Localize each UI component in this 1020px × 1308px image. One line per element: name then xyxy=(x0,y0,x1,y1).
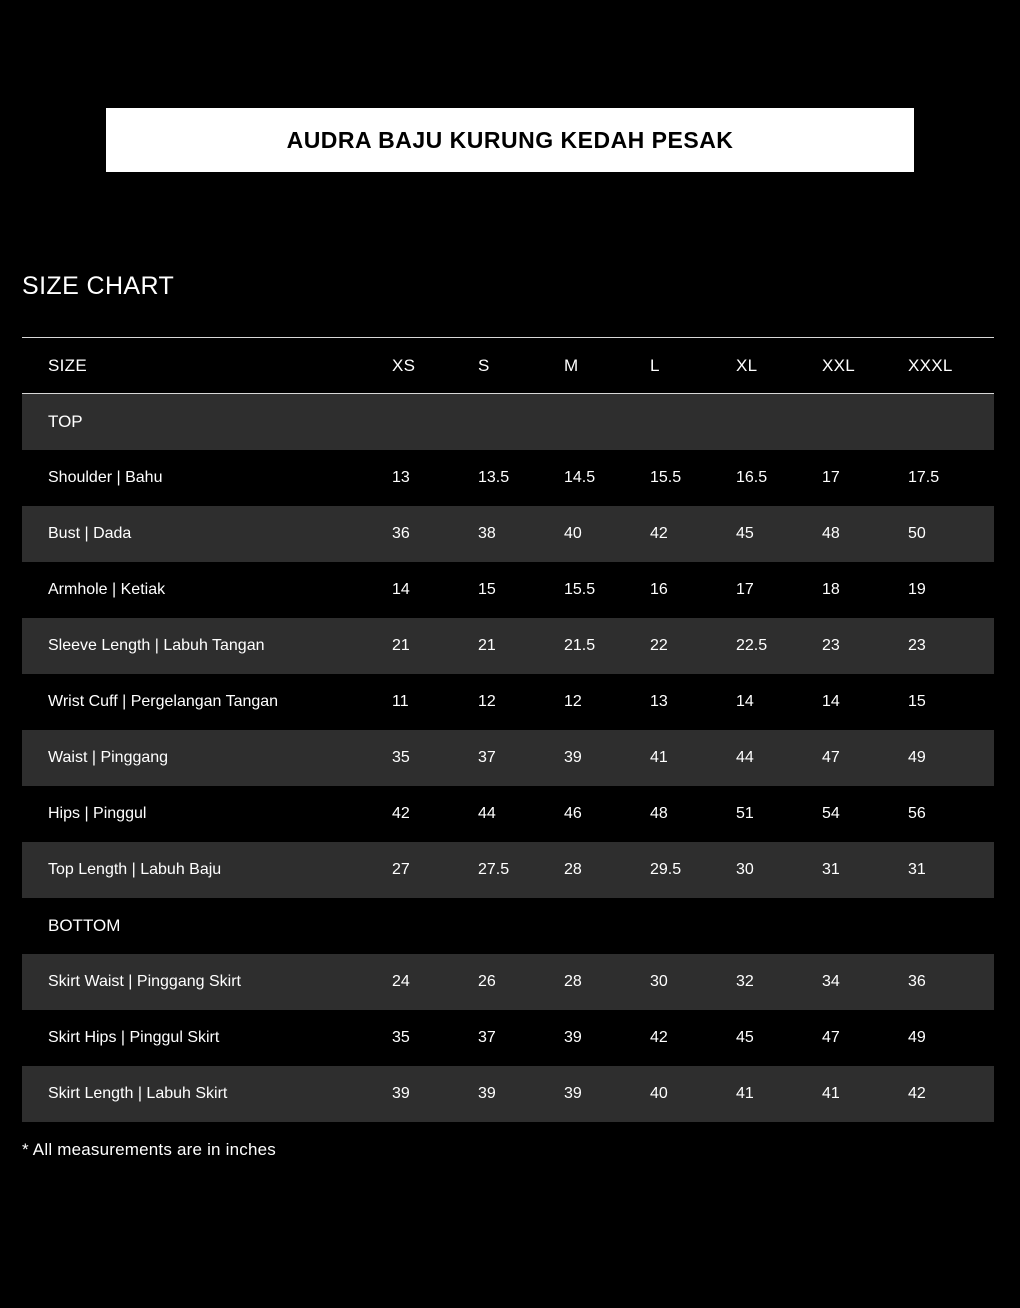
measurement-value: 11 xyxy=(392,674,478,730)
measurement-value: 13.5 xyxy=(478,450,564,506)
section-heading: SIZE CHART xyxy=(22,272,175,300)
measurement-value: 42 xyxy=(650,506,736,562)
measurement-value: 46 xyxy=(564,786,650,842)
measurement-value: 28 xyxy=(564,954,650,1010)
product-title: AUDRA BAJU KURUNG KEDAH PESAK xyxy=(286,126,734,153)
group-spacer-cell xyxy=(908,394,994,450)
measurement-value: 42 xyxy=(650,1010,736,1066)
measurement-value: 17 xyxy=(736,562,822,618)
measurement-value: 39 xyxy=(564,730,650,786)
measurement-value: 16 xyxy=(650,562,736,618)
measurement-value: 13 xyxy=(392,450,478,506)
column-header-xl: XL xyxy=(736,338,822,394)
measurement-value: 49 xyxy=(908,1010,994,1066)
measurement-value: 45 xyxy=(736,1010,822,1066)
measurement-value: 28 xyxy=(564,842,650,898)
column-header-l: L xyxy=(650,338,736,394)
table-row xyxy=(22,562,994,618)
measurement-value: 32 xyxy=(736,954,822,1010)
table-row xyxy=(22,1010,994,1066)
measurement-value: 34 xyxy=(822,954,908,1010)
measurement-label: Wrist Cuff | Pergelangan Tangan xyxy=(22,674,392,730)
measurement-value: 41 xyxy=(822,1066,908,1122)
measurement-label: Skirt Waist | Pinggang Skirt xyxy=(22,954,392,1010)
measurement-value: 30 xyxy=(650,954,736,1010)
table-group-row xyxy=(22,394,994,450)
measurement-value: 12 xyxy=(478,674,564,730)
group-spacer-cell xyxy=(822,394,908,450)
measurement-label: Sleeve Length | Labuh Tangan xyxy=(22,618,392,674)
table-row xyxy=(22,506,994,562)
measurement-value: 17.5 xyxy=(908,450,994,506)
measurement-value: 48 xyxy=(650,786,736,842)
measurement-value: 35 xyxy=(392,730,478,786)
measurement-label: Skirt Hips | Pinggul Skirt xyxy=(22,1010,392,1066)
column-header-xxl: XXL xyxy=(822,338,908,394)
measurement-value: 14 xyxy=(822,674,908,730)
measurement-label: Top Length | Labuh Baju xyxy=(22,842,392,898)
measurement-value: 29.5 xyxy=(650,842,736,898)
measurement-value: 54 xyxy=(822,786,908,842)
measurement-value: 14.5 xyxy=(564,450,650,506)
measurement-value: 12 xyxy=(564,674,650,730)
measurement-value: 27 xyxy=(392,842,478,898)
measurement-value: 40 xyxy=(650,1066,736,1122)
size-chart-table-body xyxy=(22,338,994,1122)
measurement-value: 41 xyxy=(736,1066,822,1122)
measurement-value: 39 xyxy=(478,1066,564,1122)
measurement-value: 42 xyxy=(392,786,478,842)
measurement-value: 15 xyxy=(908,674,994,730)
measurement-footnote: * All measurements are in inches xyxy=(22,1140,276,1159)
table-row xyxy=(22,730,994,786)
measurement-value: 23 xyxy=(822,618,908,674)
table-group-row xyxy=(22,898,994,954)
measurement-label: Bust | Dada xyxy=(22,506,392,562)
measurement-value: 26 xyxy=(478,954,564,1010)
measurement-value: 27.5 xyxy=(478,842,564,898)
measurement-value: 50 xyxy=(908,506,994,562)
group-spacer-cell xyxy=(478,898,564,954)
measurement-value: 35 xyxy=(392,1010,478,1066)
measurement-value: 15.5 xyxy=(650,450,736,506)
column-header-size: SIZE xyxy=(22,338,392,394)
group-spacer-cell xyxy=(650,898,736,954)
measurement-value: 40 xyxy=(564,506,650,562)
column-header-s: S xyxy=(478,338,564,394)
title-banner xyxy=(106,108,914,172)
measurement-value: 18 xyxy=(822,562,908,618)
table-row xyxy=(22,842,994,898)
measurement-value: 49 xyxy=(908,730,994,786)
measurement-value: 22.5 xyxy=(736,618,822,674)
measurement-value: 31 xyxy=(908,842,994,898)
group-spacer-cell xyxy=(908,898,994,954)
measurement-value: 36 xyxy=(908,954,994,1010)
group-spacer-cell xyxy=(478,394,564,450)
measurement-value: 14 xyxy=(392,562,478,618)
group-spacer-cell xyxy=(736,394,822,450)
measurement-value: 37 xyxy=(478,730,564,786)
table-row xyxy=(22,786,994,842)
group-spacer-cell xyxy=(392,898,478,954)
measurement-value: 44 xyxy=(736,730,822,786)
group-spacer-cell xyxy=(822,898,908,954)
table-row xyxy=(22,1066,994,1122)
group-label: TOP xyxy=(22,394,392,450)
table-row xyxy=(22,674,994,730)
measurement-value: 48 xyxy=(822,506,908,562)
measurement-label: Skirt Length | Labuh Skirt xyxy=(22,1066,392,1122)
measurement-value: 31 xyxy=(822,842,908,898)
size-chart-table-wrap xyxy=(22,337,994,1122)
measurement-value: 51 xyxy=(736,786,822,842)
measurement-label: Armhole | Ketiak xyxy=(22,562,392,618)
group-spacer-cell xyxy=(392,394,478,450)
measurement-value: 19 xyxy=(908,562,994,618)
measurement-value: 38 xyxy=(478,506,564,562)
measurement-value: 24 xyxy=(392,954,478,1010)
measurement-label: Shoulder | Bahu xyxy=(22,450,392,506)
group-spacer-cell xyxy=(650,394,736,450)
measurement-label: Hips | Pinggul xyxy=(22,786,392,842)
measurement-value: 21.5 xyxy=(564,618,650,674)
measurement-value: 45 xyxy=(736,506,822,562)
measurement-value: 47 xyxy=(822,730,908,786)
measurement-value: 36 xyxy=(392,506,478,562)
table-row xyxy=(22,954,994,1010)
column-header-xs: XS xyxy=(392,338,478,394)
measurement-value: 21 xyxy=(392,618,478,674)
measurement-value: 17 xyxy=(822,450,908,506)
group-spacer-cell xyxy=(564,898,650,954)
group-spacer-cell xyxy=(564,394,650,450)
group-spacer-cell xyxy=(736,898,822,954)
measurement-value: 39 xyxy=(392,1066,478,1122)
column-header-xxxl: XXXL xyxy=(908,338,994,394)
group-label: BOTTOM xyxy=(22,898,392,954)
size-chart-table xyxy=(22,337,994,1122)
measurement-label: Waist | Pinggang xyxy=(22,730,392,786)
measurement-value: 15.5 xyxy=(564,562,650,618)
measurement-value: 16.5 xyxy=(736,450,822,506)
measurement-value: 23 xyxy=(908,618,994,674)
measurement-value: 15 xyxy=(478,562,564,618)
measurement-value: 41 xyxy=(650,730,736,786)
measurement-value: 22 xyxy=(650,618,736,674)
measurement-value: 42 xyxy=(908,1066,994,1122)
measurement-value: 56 xyxy=(908,786,994,842)
measurement-value: 13 xyxy=(650,674,736,730)
measurement-value: 14 xyxy=(736,674,822,730)
measurement-value: 30 xyxy=(736,842,822,898)
measurement-value: 21 xyxy=(478,618,564,674)
table-row xyxy=(22,618,994,674)
measurement-value: 37 xyxy=(478,1010,564,1066)
table-row xyxy=(22,450,994,506)
measurement-value: 47 xyxy=(822,1010,908,1066)
measurement-value: 44 xyxy=(478,786,564,842)
table-header-row xyxy=(22,338,994,394)
measurement-value: 39 xyxy=(564,1066,650,1122)
measurement-value: 39 xyxy=(564,1010,650,1066)
column-header-m: M xyxy=(564,338,650,394)
